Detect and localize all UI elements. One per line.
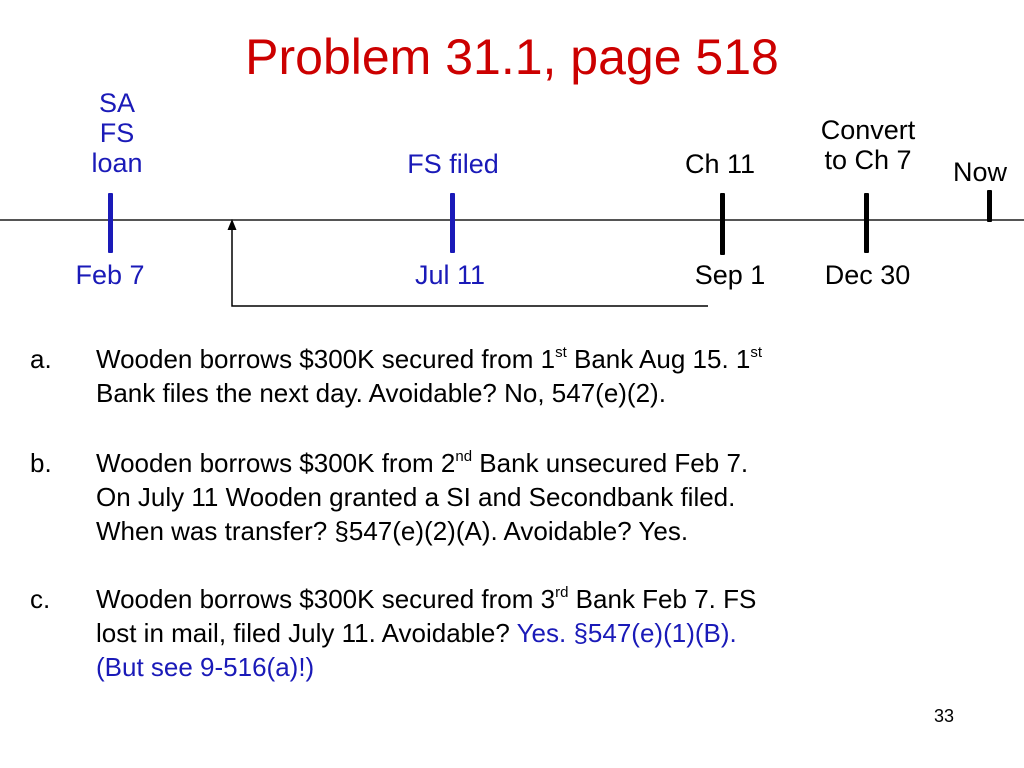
- event-label-line: Ch 11: [684, 149, 756, 179]
- item-line: [96, 342, 1000, 376]
- event-label-line: Now: [952, 157, 1007, 187]
- item-line: Bank files the next day. Avoidable? No, 547(e)(2).: [96, 378, 666, 408]
- item-marker: b.: [30, 448, 52, 478]
- text-run: lost in mail, filed July 11. Avoidable?: [96, 618, 517, 648]
- item-marker: a.: [30, 344, 52, 374]
- answer-text: Yes. §547(e)(1)(B).: [516, 618, 737, 648]
- event-label-line: to Ch 7: [824, 145, 912, 175]
- event-label-line: FS filed: [407, 149, 499, 179]
- event-date-dec-30: Dec 30: [824, 260, 911, 290]
- page-number: 33: [934, 706, 955, 726]
- superscript: st: [555, 344, 567, 361]
- item-line: [96, 446, 1000, 480]
- text-run: Wooden borrows $300K from 2: [96, 448, 456, 478]
- connector-line: [232, 228, 708, 306]
- item-text: [96, 582, 1000, 684]
- item-line: [96, 616, 1000, 650]
- superscript: st: [750, 344, 763, 361]
- event-date-jul-11: Jul 11: [414, 260, 486, 290]
- text-run: Bank Aug 15. 1: [566, 344, 751, 374]
- item-line: [96, 582, 1000, 616]
- text-run: Bank Feb 7. FS: [568, 584, 757, 614]
- item-line: When was transfer? §547(e)(2)(A). Avoidable? Yes.: [96, 516, 689, 546]
- problem-item-c: [30, 582, 1000, 684]
- text-run: Wooden borrows $300K secured from 1: [96, 344, 556, 374]
- event-date-feb-7: Feb 7: [75, 260, 145, 290]
- text-run: Wooden borrows $300K secured from 3: [96, 584, 556, 614]
- event-label-line: loan: [91, 148, 143, 178]
- superscript: rd: [555, 584, 569, 601]
- item-marker: c.: [30, 584, 51, 614]
- item-line: (But see 9-516(a)!): [96, 652, 315, 682]
- event-label-line: SA: [98, 88, 136, 118]
- connector-arrowhead: [228, 219, 237, 230]
- slide-title: Problem 31.1, page 518: [245, 29, 779, 85]
- superscript: nd: [455, 448, 473, 465]
- item-line: On July 11 Wooden granted a SI and Secondbank filed.: [96, 482, 736, 512]
- event-label-line: FS: [99, 118, 135, 148]
- item-text: [96, 342, 1000, 410]
- text-run: Bank unsecured Feb 7.: [472, 448, 749, 478]
- item-text: [96, 446, 1000, 548]
- event-date-sep-1: Sep 1: [694, 260, 766, 290]
- problem-item-b: [30, 446, 1000, 548]
- event-label-line: Convert: [820, 115, 916, 145]
- problem-item-a: [30, 342, 1000, 410]
